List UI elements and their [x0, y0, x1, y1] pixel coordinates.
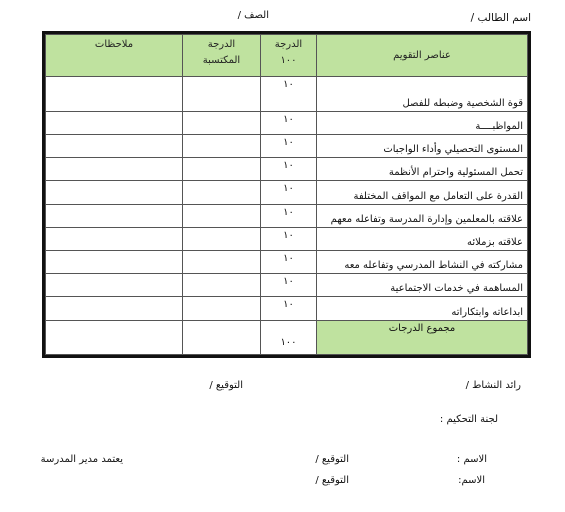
- principal-approval-label: يعتمد مدير المدرسة: [40, 454, 123, 465]
- evaluation-table: [42, 31, 531, 358]
- row-item: المواظبــــة: [317, 111, 528, 134]
- table-row: [46, 274, 528, 297]
- row-max: ١٠: [261, 77, 317, 111]
- row-item: قوة الشخصية وضبطه للفصل: [317, 77, 528, 111]
- row-notes-cell[interactable]: [46, 227, 183, 250]
- total-row: [46, 320, 528, 354]
- signature-label: التوقيع /: [209, 380, 243, 391]
- total-notes-cell[interactable]: [46, 320, 183, 354]
- row-earned-cell[interactable]: [183, 297, 261, 320]
- total-value: ١٠٠: [261, 320, 317, 354]
- row-notes-cell[interactable]: [46, 297, 183, 320]
- row-item: علاقته بزملائه: [317, 227, 528, 250]
- header-max-grade-value: ١٠٠: [280, 55, 297, 66]
- row-max: ١٠: [261, 204, 317, 227]
- row-earned-cell[interactable]: [183, 227, 261, 250]
- row-notes-cell[interactable]: [46, 181, 183, 204]
- row-max: ١٠: [261, 297, 317, 320]
- row-max: ١٠: [261, 158, 317, 181]
- row-item: المستوى التحصيلي وأداء الواجبات: [317, 134, 528, 157]
- row-item: مشاركته في النشاط المدرسي وتفاعله معه: [317, 250, 528, 273]
- table-row: [46, 250, 528, 273]
- row-earned-cell[interactable]: [183, 134, 261, 157]
- row-notes-cell[interactable]: [46, 204, 183, 227]
- row-earned-cell[interactable]: [183, 77, 261, 111]
- row-max: ١٠: [261, 227, 317, 250]
- row-max: ١٠: [261, 250, 317, 273]
- header-earned-grade: [183, 35, 261, 77]
- row-earned-cell[interactable]: [183, 111, 261, 134]
- name-label: الاسم :: [456, 454, 487, 465]
- row-earned-cell[interactable]: [183, 204, 261, 227]
- student-name-label: اسم الطالب /: [470, 12, 531, 24]
- table-row: [46, 204, 528, 227]
- table-row: [46, 77, 528, 111]
- table-row: [46, 158, 528, 181]
- row-earned-cell[interactable]: [183, 181, 261, 204]
- name-label: الاسم:: [458, 475, 485, 486]
- row-notes-cell[interactable]: [46, 134, 183, 157]
- table-row: [46, 181, 528, 204]
- total-label: مجموع الدرجات: [317, 320, 528, 354]
- header-earned-grade-line1: الدرجة: [207, 39, 236, 50]
- table-row: [46, 297, 528, 320]
- header-max-grade-label: الدرجة: [274, 39, 303, 50]
- row-item: تحمل المسئولية واحترام الأنظمة: [317, 158, 528, 181]
- activity-leader-label: رائد النشاط /: [465, 380, 521, 391]
- row-max: ١٠: [261, 274, 317, 297]
- row-earned-cell[interactable]: [183, 250, 261, 273]
- header-earned-grade-line2: المكتسبة: [202, 55, 241, 66]
- table-row: [46, 227, 528, 250]
- signature-label: التوقيع /: [315, 475, 349, 486]
- row-notes-cell[interactable]: [46, 111, 183, 134]
- header-max-grade: [261, 35, 317, 77]
- row-notes-cell[interactable]: [46, 77, 183, 111]
- table-header-row: [46, 35, 528, 77]
- table-row: [46, 134, 528, 157]
- row-item: ابداعاته وابتكاراته: [317, 297, 528, 320]
- row-notes-cell[interactable]: [46, 274, 183, 297]
- judging-committee-label: لجنة التحكيم :: [439, 414, 498, 425]
- row-item: علاقته بالمعلمين وإدارة المدرسة وتفاعله معهم: [317, 204, 528, 227]
- row-max: ١٠: [261, 111, 317, 134]
- signature-label: التوقيع /: [315, 454, 349, 465]
- row-notes-cell[interactable]: [46, 158, 183, 181]
- row-item: المساهمة في خدمات الاجتماعية: [317, 274, 528, 297]
- row-max: ١٠: [261, 181, 317, 204]
- row-max: ١٠: [261, 134, 317, 157]
- row-notes-cell[interactable]: [46, 250, 183, 273]
- class-label: الصف /: [237, 10, 269, 21]
- row-earned-cell[interactable]: [183, 274, 261, 297]
- row-item: القدرة على التعامل مع المواقف المختلفة: [317, 181, 528, 204]
- table-row: [46, 111, 528, 134]
- header-evaluation-items: عناصر التقويم: [317, 35, 528, 77]
- row-earned-cell[interactable]: [183, 158, 261, 181]
- total-earned-cell[interactable]: [183, 320, 261, 354]
- header-notes: ملاحظات: [46, 35, 183, 77]
